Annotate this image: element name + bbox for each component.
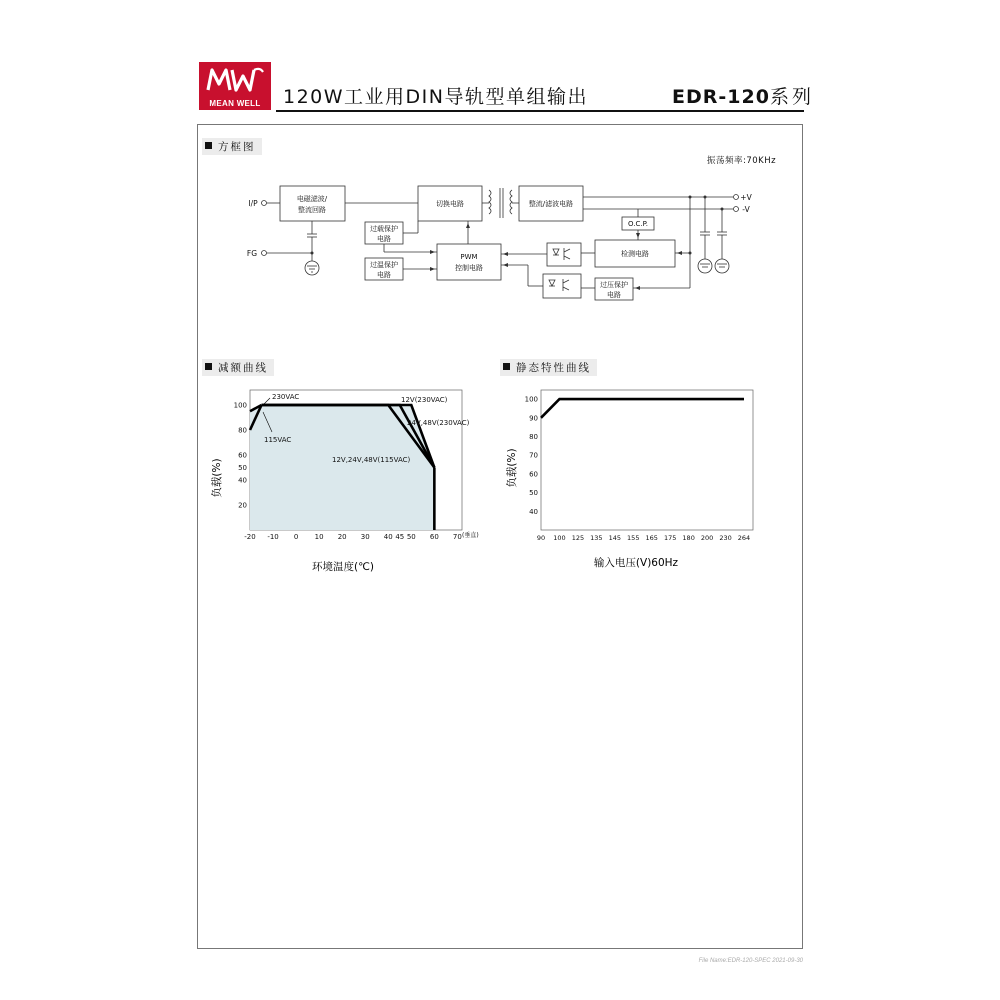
x-tick-label: 20 bbox=[337, 533, 347, 541]
y-tick-label: 100 bbox=[233, 401, 247, 410]
y-tick-label: 40 bbox=[529, 507, 538, 516]
x-tick-label: -20 bbox=[244, 533, 256, 541]
x-tick-label: 60 bbox=[429, 533, 439, 541]
x-tick-label: 155 bbox=[627, 534, 640, 542]
ip-terminal bbox=[262, 201, 267, 206]
derating-heading bbox=[202, 359, 274, 376]
derating-xlabel: 环境温度(℃) bbox=[312, 561, 374, 573]
x-tick-label: -10 bbox=[267, 533, 279, 541]
x-tick-label: 30 bbox=[360, 533, 370, 541]
static-heading bbox=[500, 359, 597, 376]
x-tick-label: 125 bbox=[571, 534, 585, 542]
y-tick-label: 80 bbox=[529, 433, 538, 441]
brand-name: MEAN WELL bbox=[209, 99, 261, 108]
mw-logo-mark bbox=[205, 64, 265, 94]
y-tick-label: 40 bbox=[238, 476, 247, 485]
x-tick-label: 45 bbox=[395, 533, 405, 541]
vneg-terminal bbox=[734, 207, 739, 212]
block-diagram bbox=[200, 170, 800, 310]
doc-title: 120W工业用DIN导轨型单组输出 bbox=[283, 86, 588, 108]
x-tick-label: 0 bbox=[293, 533, 299, 541]
x-tick-label: 135 bbox=[590, 534, 603, 542]
otp-label-1: 过温保护 bbox=[370, 261, 398, 269]
x-tick-label: 180 bbox=[682, 534, 695, 542]
ann-2448v-230: 24V,48V(230VAC) bbox=[407, 419, 470, 427]
vpos-label: +V bbox=[740, 193, 752, 202]
series-suffix: 系列 bbox=[769, 86, 814, 108]
optocoupler-2 bbox=[543, 274, 581, 298]
otp-label-2: 电路 bbox=[377, 271, 391, 279]
plot-frame bbox=[541, 390, 753, 530]
static-chart bbox=[495, 385, 780, 575]
static-xlabel: 输入电压(V)60Hz bbox=[593, 557, 679, 569]
x-tick-label: 40 bbox=[383, 533, 393, 541]
fg-label: FG bbox=[246, 249, 258, 258]
ocp-label: O.C.P. bbox=[628, 220, 648, 228]
ip-label: I/P bbox=[248, 199, 258, 208]
static-ylabel: 负载(%) bbox=[506, 448, 518, 488]
heading-square-icon bbox=[205, 142, 212, 149]
ann-115vac: 115VAC bbox=[264, 436, 292, 444]
switching-label: 切换电路 bbox=[436, 200, 464, 208]
fg-terminal bbox=[262, 251, 267, 256]
heading-text: 方框图 bbox=[218, 141, 256, 153]
derating-ylabel: 负载(%) bbox=[211, 458, 223, 498]
y-tick-label: 50 bbox=[238, 464, 247, 472]
vpos-terminal bbox=[734, 195, 739, 200]
olp-label-2: 电路 bbox=[377, 235, 391, 243]
emi-label-2: 整流回路 bbox=[298, 206, 326, 214]
pwm-label-1: PWM bbox=[460, 253, 478, 261]
ovp-label-2: 电路 bbox=[607, 291, 621, 299]
y-tick-label: 20 bbox=[238, 501, 247, 510]
x-tick-label: 264 bbox=[737, 534, 751, 542]
block-diagram-heading bbox=[202, 138, 262, 155]
heading-square-icon bbox=[503, 363, 510, 370]
ovp-label-1: 过压保护 bbox=[600, 281, 628, 289]
x-tick-label: 230 bbox=[719, 534, 732, 542]
series-title bbox=[672, 82, 814, 109]
rect-filter-label: 整流/滤波电路 bbox=[528, 200, 574, 208]
meanwell-logo bbox=[199, 62, 271, 110]
oscillation-frequency: 振荡频率:70KHz bbox=[707, 156, 777, 166]
ann-12v-230: 12V(230VAC) bbox=[401, 396, 448, 404]
x-tick-label: 90 bbox=[536, 534, 546, 542]
x-tick-label: 100 bbox=[553, 534, 566, 542]
y-tick-label: 90 bbox=[529, 414, 538, 423]
x-unit: (垂直) bbox=[462, 532, 479, 539]
y-tick-label: 60 bbox=[529, 470, 538, 479]
y-tick-label: 60 bbox=[238, 451, 247, 460]
y-tick-label: 80 bbox=[238, 426, 247, 435]
series-model: EDR-120 bbox=[672, 86, 770, 108]
footer-file-name: File Name:EDR-120-SPEC 2021-09-30 bbox=[698, 958, 803, 964]
vneg-label: -V bbox=[742, 205, 750, 214]
y-tick-label: 70 bbox=[529, 451, 538, 460]
heading-text: 减额曲线 bbox=[218, 362, 268, 374]
x-tick-label: 175 bbox=[663, 534, 677, 542]
emi-label-1: 电磁滤波/ bbox=[296, 195, 328, 203]
derating-chart bbox=[200, 385, 490, 585]
x-tick-label: 10 bbox=[314, 533, 324, 541]
y-tick-label: 100 bbox=[524, 395, 538, 404]
header-rule bbox=[276, 110, 804, 112]
x-tick-label: 50 bbox=[406, 533, 416, 541]
ann-all-115: 12V,24V,48V(115VAC) bbox=[332, 456, 411, 464]
pwm-box bbox=[437, 244, 501, 280]
y-tick-label: 50 bbox=[529, 489, 538, 498]
heading-square-icon bbox=[205, 363, 212, 370]
x-tick-label: 145 bbox=[608, 534, 622, 542]
detect-label: 检测电路 bbox=[621, 250, 649, 258]
x-tick-label: 165 bbox=[645, 534, 658, 542]
heading-text: 静态特性曲线 bbox=[516, 362, 591, 374]
olp-label-1: 过载保护 bbox=[370, 225, 398, 233]
emi-filter-box bbox=[280, 186, 345, 221]
x-tick-label: 70 bbox=[452, 533, 462, 541]
x-tick-label: 200 bbox=[700, 534, 714, 542]
pwm-label-2: 控制电路 bbox=[455, 264, 483, 272]
ann-230vac: 230VAC bbox=[272, 393, 300, 401]
